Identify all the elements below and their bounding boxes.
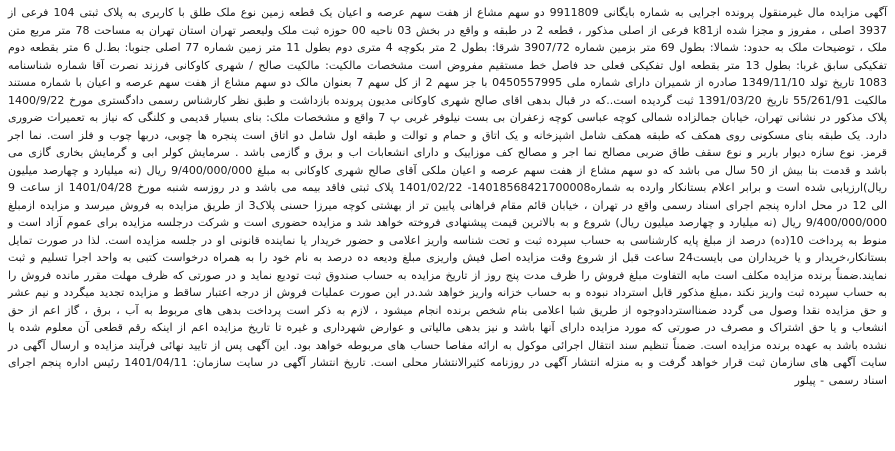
auction-notice-text: آگهی مزایده مال غیرمنقول پرونده اجرایی به شماره بایگانی 9911809 دو سهم مشاع از هفت سهم عرصه و اعیان یک قطعه زمین نوع ملک طلق با کاربری به پلاک ثبتی 104 فرعی از 3937 اصلی ، مفروز و مجزا شده ازk81 فرعی از اصلی مذکور ، قطعه 2 در طبقه و واقع در بخش 03 ناحیه 00 حوزه ثبت ملک ولیعصر تهران استان تهران به مساحت 78 متر مربع متن ملک ، توضیحات ملک به حدود: شمالا: بطول 69 متر بزمین شماره 3907/72 شرقا: بطول 2 متر بکوچه 4 متری دوم بطول 11 متر زمین شماره 77 اصلی جنوبا: بط.ل 6 متر بقطعه دوم تفکیکی سابق غربا: بطول 13 متر بقطعه اول تفکیکی فعلی حد فاصل خط مستقیم مفروض است مشخصات مالکیت: مالکیت صالح / شهری کاوکانی فرزند نصرت آقا شماره شناسنامه 1083 تاریخ تولد 1349/11/10 صادره از شمیران دارای شماره ملی 0450557995 با جز سهم 2 از کل سهم 7 بعنوان مالک دو سهم مشاع از هفت سهم عرصه و اعیان با شماره مستند مالکیت 55/261/91 تاریخ 1391/03/20 ثبت گردیده است..که در قبال بدهی اقای صالح شهری کاوکانی مدیون پرونده بازداشت و طبق نظر کارشناس رسمی دادگستری مورخ 1400/9/22 پلاک مذکور در نشانی تهران، خیابان جمالزاده شمالی کوچه عباسی کوچه زعفران بی بست نیلوفر غربی پ 7 واقع و مشخصات ملک: بنای بسیار قدیمی و کلنگی که نیاز به تعمیرات ضروری دارد. یک طبقه بنای مسکونی روی همکف که طبقه همکف شامل اشپزخانه و یک اتاق و حمام و توالت و طبقه اول شامل دو اتاق است پنجره ها چوبی، دربها چوب و فلز است. نما اجر قرمز. نوع سازه دیوار باربر و نوع سقف طاق ضربی مصالح نما اجر و مصالح کف موزاییک و دارای انشعابات اب و برق و گازمی باشد . سرمایش کولر ابی و گرمایش بخاری گازی می باشد و قدمت بنا بیش از 50 سال می باشد که دو سهم مشاع از هفت سهم عرصه و اعیان ملکی آقای صالح شهری کاوکانی به مبلغ 9/400/000/000 ریال (نه میلیارد و چهارصد میلیون ریال)ارزیابی شده است و برابر اعلام بستانکار وارده به شماره14018568421700008- 1401/02/22 پلاک ثبتی فاقد بیمه می باشد و در روزسه شنبه مورخ 1401/04/28 از ساعت 9 الی 12 در محل اداره پنجم اجرای اسناد رسمی واقع در تهران ، خیابان قائم مقام فراهانی پایین تر از بهشتی کوچه میرزا حسنی پلاک3 از طریق مزایده به فروش میرسد و مزایده ازمبلغ 9/400/000/000 ریال (نه میلیارد و چهارصد میلیون ریال) شروع و به بالاترین قیمت پیشنهادی فروخته خواهد شد و مزایده حضوری است و شرکت درجلسه مزایده برای عموم آزاد است و منوط به پرداخت 10(ده) درصد از مبلغ پایه کارشناسی به حساب سپرده ثبت و تحت شناسه واریز اعلامی و حضور خریدار یا نماینده قانونی او در جلسه مزایده است. لذا در صورت تمایل بستانکار،خریدار و یا خریداران می بایست24 ساعت قبل از شروع وقت مزایده اصل فیش واریزی مبلغ ودیعه ده درصد به نام خود را به همراه درخواست کتبی به واحد اجرا تسلیم و ثبت نمایند.ضمناً برنده مزایده مکلف است مابه التفاوت مبلغ فروش را ظرف مدت پنج روز از تاریخ مزایده به حساب صندوق ثبت تودیع نماید و در صورتی که ظرف مهلت مقرر مانده فروش را به حساب سپرده ثبت واریز نکند ،مبلغ مذکور قابل استرداد نبوده و به حساب خزانه واریز خواهد شد.در این صورت عملیات فروش از درجه اعتبار ساقط و مزایده تجدید میگردد و نیم عشر و حق مزایده نقدا وصول می گردد ضمنااستردادوجوه از طریق شبا اعلامی بنام شخص برنده انجام میشود ، لازم به ذکر است پرداخت بدهی های مربوط به آب ، برق ، گاز اعم از حق انشعاب و یا حق اشتراک و مصرف در صورتی که مورد مزایده دارای آنها باشد و نیز بدهی مالیاتی و عوارض شهرداری و غیره تا تاریخ مزایده اعم از اینکه رقم قطعی آن معلوم شده یا نشده باشد به عهده برنده مزایده است. ضمناً تنظیم سند انتقال اجرائی موکول به ارائه مفاصا حساب های مربوطه خواهد بود. این آگهی پس از تایید نهائی فرآیند مزایده و ارسال آگهی در سایت آگهی های سازمان ثبت قرار خواهد گرفت و به منزله انتشار آگهی در روزنامه کثیرالانتشار محلی است. تاریخ انتشار آگهی در سایت سازمان: 1401/04/11 رئیس اداره پنجم اجرای اسناد رسمی - پیلور [8,6,888,387]
